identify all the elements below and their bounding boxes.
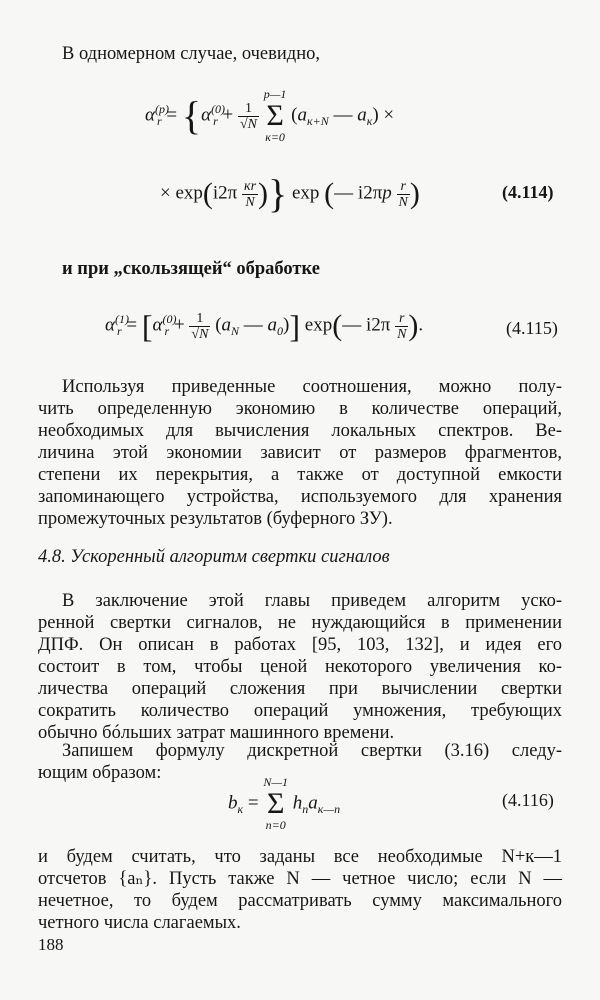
page-number: 188: [38, 935, 64, 954]
paragraph-2-line-1: В заключение этой главы приведем алгоритм уско-: [62, 591, 562, 611]
paragraph-4-line-2: отсчетов {aₙ}. Пусть также N — четное число; если N —: [38, 869, 562, 889]
paragraph-1-line-1: Используя приведенные соотношения, можно полу-: [62, 377, 562, 397]
equation-4-116: $b_к$ = N—1 Σ n=0 $h_na_{к—n}$: [228, 775, 341, 832]
sliding-line: и при „скользящей“ обработке: [62, 259, 320, 279]
paragraph-3-line-1: Запишем формулу дискретной свертки (3.16) следу-: [62, 741, 562, 761]
equation-4-114-line1: $\alpha^{(p)}_r = \{\alpha^{(0)}_r$ + $\frac{1}{√N}$ p—1 Σ к=0 ($a_{к+N}$ — $a_к$) ×: [145, 87, 395, 144]
paragraph-4-line-4: четного числа слагаемых.: [38, 913, 241, 933]
paragraph-1-line-5: степени их перекрытия, а также от доступной емкости: [38, 465, 562, 485]
paragraph-3-line-2: ющим образом:: [38, 763, 162, 783]
paragraph-1-line-4: личина этой экономии зависит от размеров фрагментов,: [38, 443, 562, 463]
paragraph-4-line-1: и будем считать, что заданы все необходимые N+к—1: [38, 847, 562, 867]
intro-line: В одномерном случае, очевидно,: [62, 44, 320, 64]
section-title: 4.8. Ускоренный алгоритм свертки сигналов: [38, 547, 390, 567]
equation-4-116-number: (4.116): [502, 790, 554, 810]
paragraph-2-line-5: личества операций сложения при вычислении свертки: [38, 679, 562, 699]
paragraph-2-line-2: ренной свертки сигналов, не нуждающийся в применении: [38, 613, 562, 633]
paragraph-2-line-4: состоит в том, чтобы ценой некоторого увеличения ко-: [38, 657, 562, 677]
equation-4-114-line2: × exp(i2π $\frac{кr}{N}$ )} exp (— i2πp $\frac{r}{N}$ ): [160, 171, 420, 216]
paragraph-1-line-6: запоминающего устройства, используемого для хранения: [38, 487, 562, 507]
paragraph-2-line-6: сократить количество операций умножения, требующих: [38, 701, 562, 721]
paragraph-2-line-7: обычно бóльших затрат машинного времени.: [38, 723, 395, 743]
equation-4-115-number: (4.115): [506, 318, 558, 338]
equation-4-114-number: (4.114): [502, 182, 554, 202]
paragraph-1-line-2: чить определенную экономию в количестве операций,: [38, 399, 562, 419]
paragraph-2-line-3: ДПФ. Он описан в работах [95, 103, 132], и идея его: [38, 635, 562, 655]
paragraph-4-line-3: нечетное, то будем рассматривать сумму максимального: [38, 891, 562, 911]
equation-4-115: $\alpha^{(1)}_r = [\alpha^{(0)}_r$ + $\frac{1}{√N}$ ($a_N$ — $a_0$)] exp(— i2π $\frac{r}{N}$ ).: [105, 308, 424, 344]
paragraph-1-line-3: необходимых для вычисления локальных спектров. Ве-: [38, 421, 562, 441]
paragraph-1-line-7: промежуточных результатов (буферного ЗУ).: [38, 509, 393, 529]
